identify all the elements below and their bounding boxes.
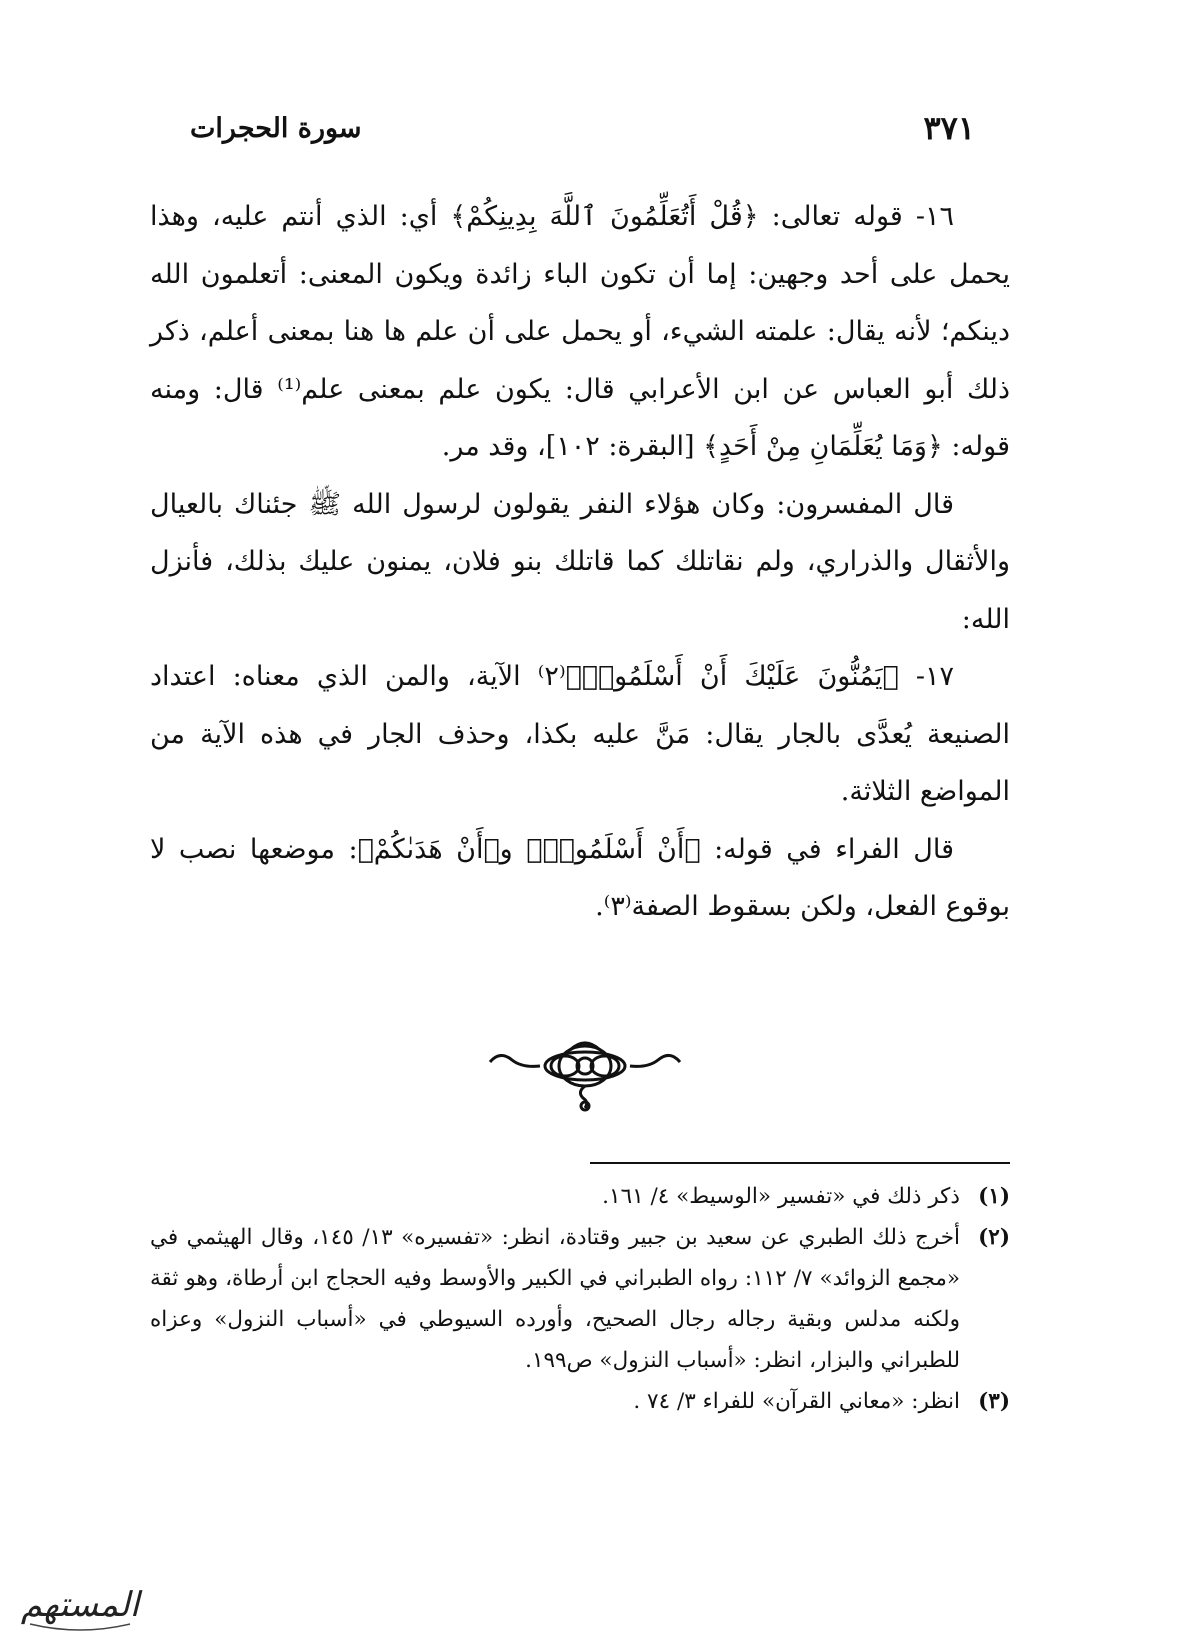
- surah-title: سورة الحجرات: [190, 112, 362, 144]
- logo-text: المستهم: [20, 1585, 140, 1625]
- footnote-number: (٣): [978, 1389, 1010, 1414]
- page-number: ٣٧١: [923, 109, 975, 147]
- footnote-text: أخرج ذلك الطبري عن سعيد بن جبير وقتادة، انظر: «تفسيره» ١٣/ ١٤٥، وقال الهيثمي في «مجمع الزوائد» ٧/ ١١٢: رواه الطبراني في الكبير والأوسط وفيه الحجاج ابن أرطاة، وهو ثقة ولكنه مدلس وبقية رجاله رجال الصحيح، وأورده السيوطي في «أسباب النزول» وعزاه للطبراني والبزار، انظر: «أسباب النزول» ص١٩٩.: [150, 1225, 961, 1373]
- main-text: [150, 188, 1010, 936]
- footnote: [150, 1217, 1010, 1381]
- footnote: [150, 1381, 1010, 1422]
- ornament-divider-icon: [470, 1032, 700, 1114]
- footnotes: [150, 1176, 1010, 1422]
- footnote-number: (١): [978, 1184, 1010, 1209]
- publisher-logo-icon: [10, 1572, 150, 1640]
- paragraph-farra: قال الفراء في قوله: ﴿أَنْ أَسْلَمُوا۟﴾ و﴿أَنْ هَدَىٰكُمْ﴾: موضعها نصب لا بوقوع الفعل، ولكن بسقوط الصفة⁽٣⁾.: [150, 833, 1010, 922]
- page-header: [190, 108, 975, 148]
- paragraph-verse-16: ١٦- قوله تعالى: ﴿قُلْ أَتُعَلِّمُونَ ٱللَّهَ بِدِينِكُمْ﴾ أي: الذي أنتم عليه، وهذا يحمل على أحد وجهين: إما أن تكون الباء زائدة ويكون المعنى: أتعلمون الله دينكم؛ لأنه يقال: علمته الشيء، أو يحمل على أن علم ها هنا بمعنى أعلم، ذكر ذلك أبو العباس عن ابن الأعرابي قال: يكون علم بمعنى علم⁽¹⁾ قال: ومنه قوله: ﴿وَمَا يُعَلِّمَانِ مِنْ أَحَدٍ﴾ [البقرة: ١٠٢]، وقد مر.: [150, 201, 1010, 462]
- footnote-text: ذكر ذلك في «تفسير «الوسيط» ٤/ ١٦١.: [602, 1184, 960, 1209]
- paragraph-verse-17: ١٧- ﴿يَمُنُّونَ عَلَيْكَ أَنْ أَسْلَمُوا۟﴾⁽٢⁾ الآية، والمن الذي معناه: اعتداد الصنيعة يُعدَّى بالجار يقال: مَنَّ عليه بكذا، وحذف الجار في هذه الآية من المواضع الثلاثة.: [150, 661, 1010, 807]
- footnote-separator: [590, 1162, 1010, 1164]
- footnote-number: (٢): [978, 1225, 1010, 1250]
- footnote: [150, 1176, 1010, 1217]
- paragraph-commentators: قال المفسرون: وكان هؤلاء النفر يقولون لرسول الله ﷺ جئناك بالعيال والأثقال والذراري، ولم نقاتلك كما قاتلك بنو فلان، يمنون عليك بذلك، فأنزل الله:: [150, 488, 1010, 635]
- footnote-text: انظر: «معاني القرآن» للفراء ٣/ ٧٤ .: [633, 1389, 960, 1414]
